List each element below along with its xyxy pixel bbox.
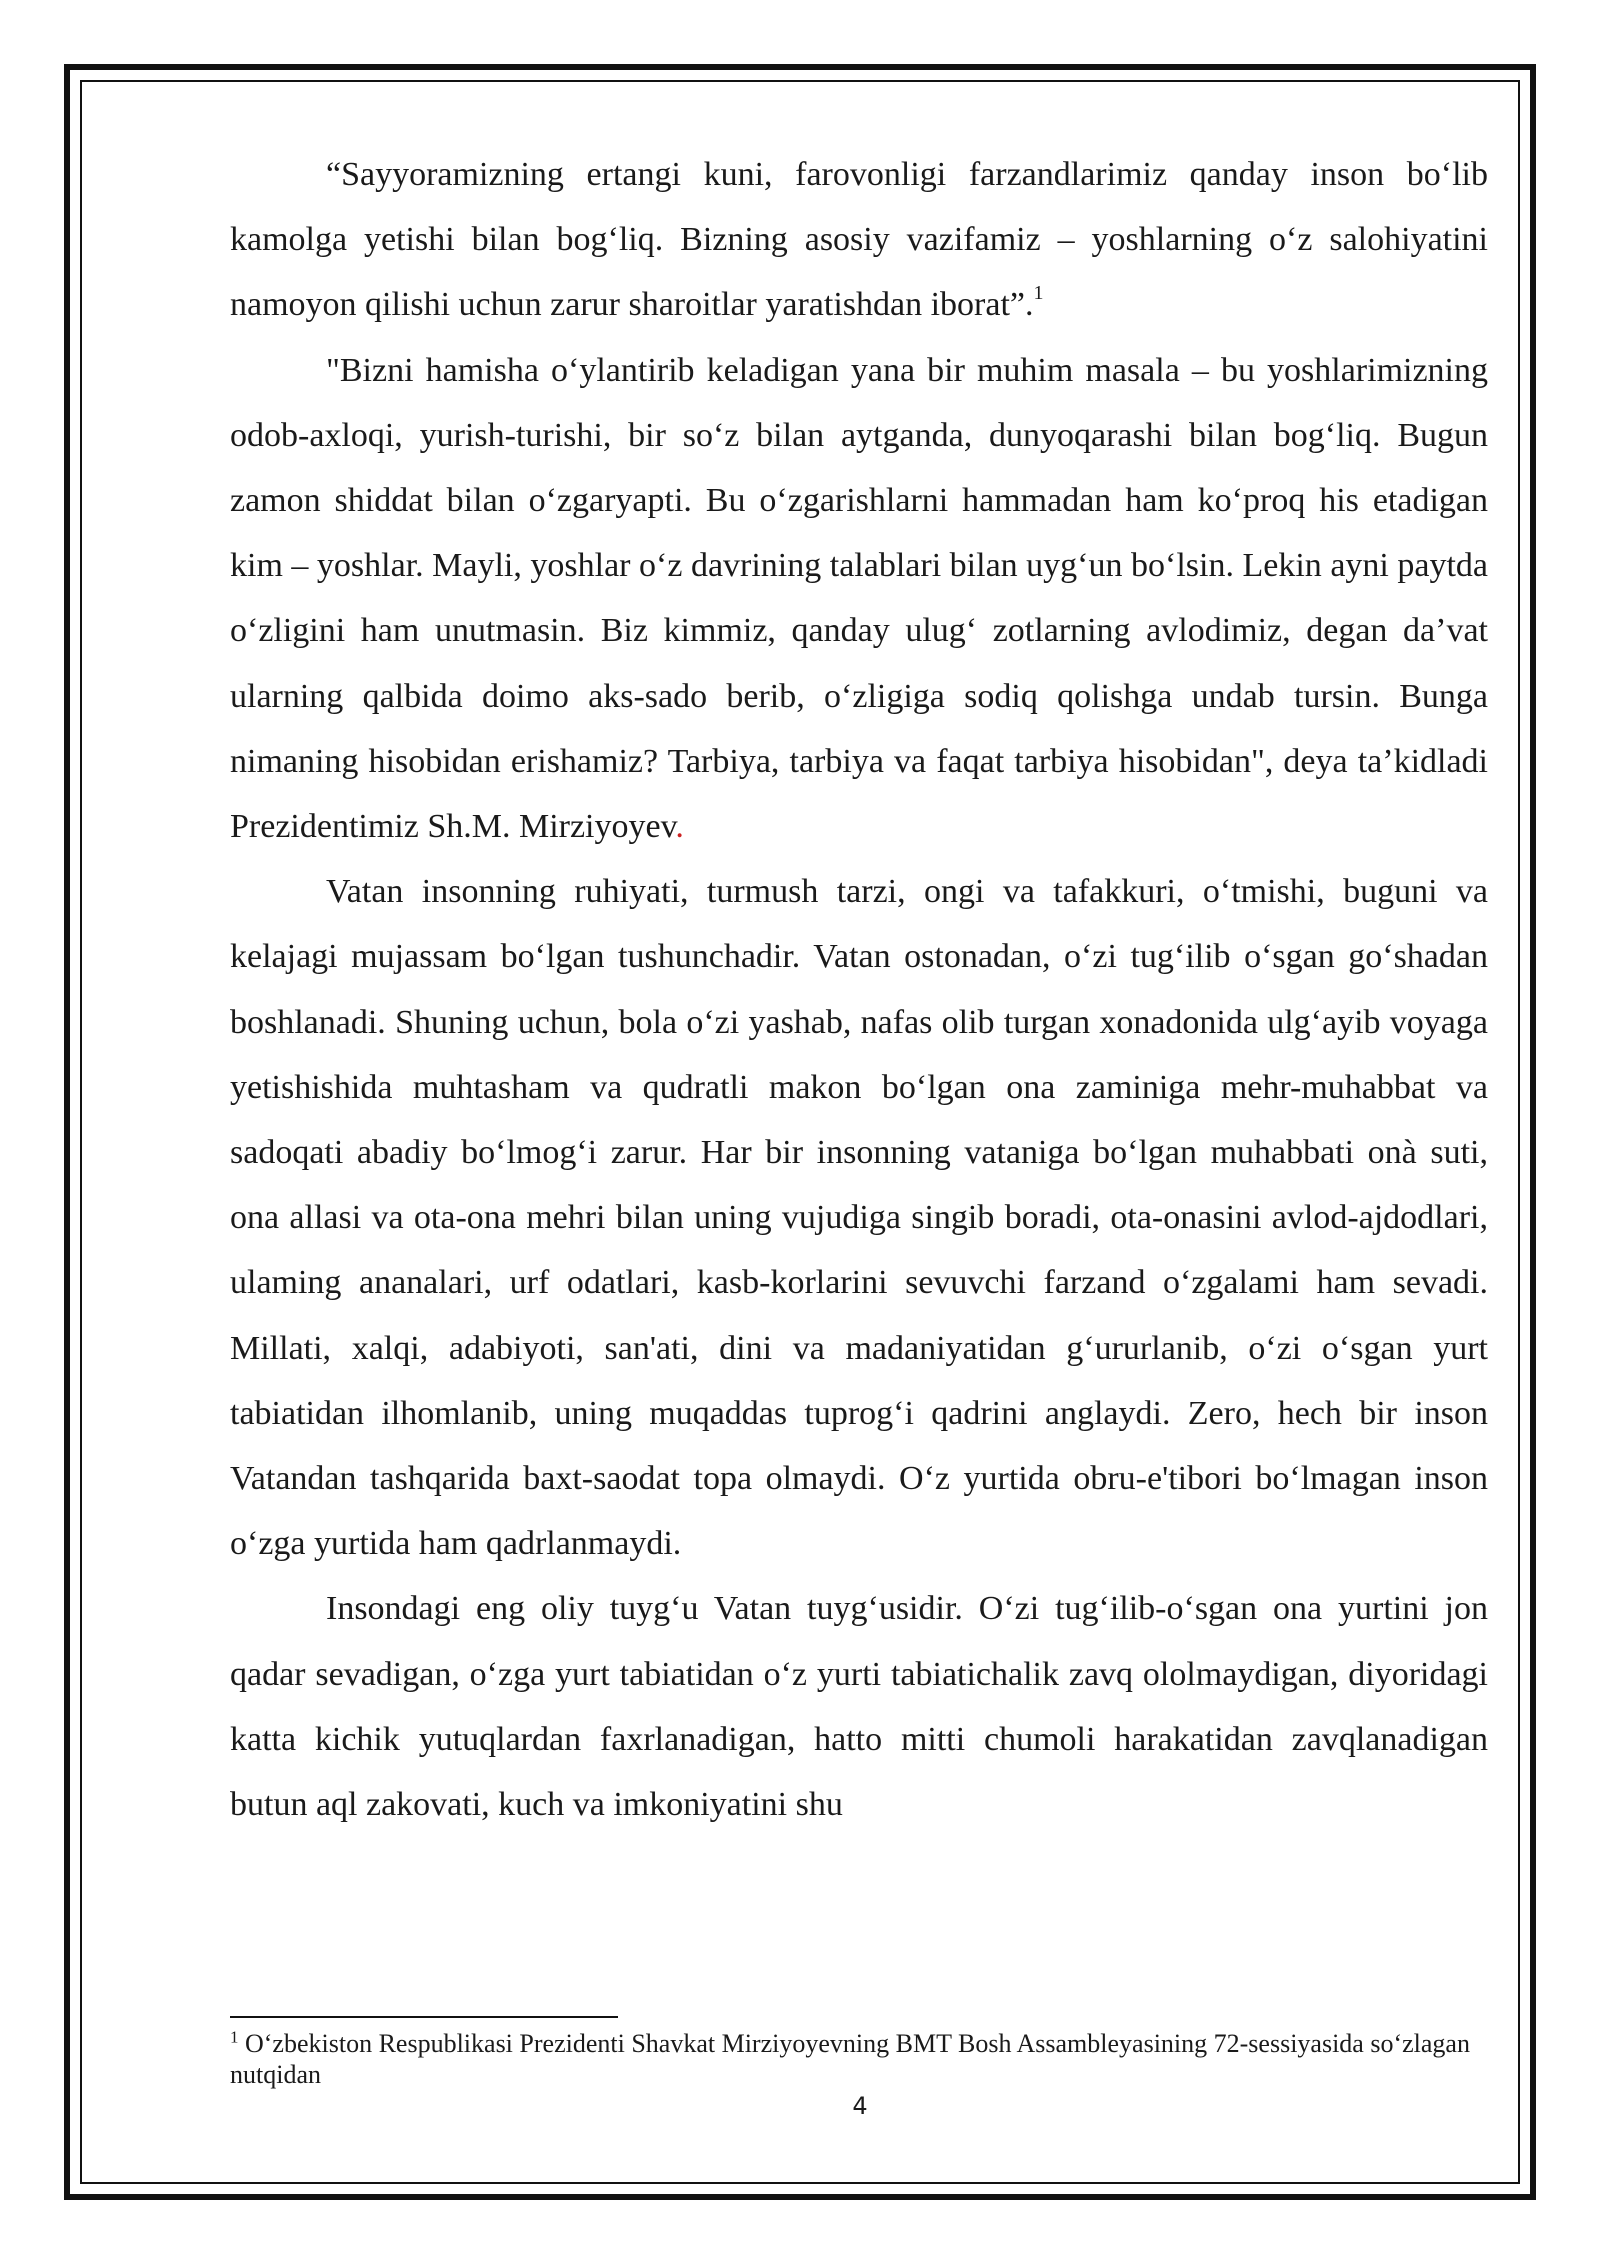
paragraph-2-end-mark: . xyxy=(675,808,684,846)
footnote-separator xyxy=(230,2016,618,2018)
paragraph-4: Insondagi eng oliy tuyg‘u Vatan tuyg‘usidir. O‘zi tug‘ilib-o‘sgan ona yurtini jon qadar sevadigan, o‘zga yurt tabiatidan o‘z yurti tabiatichalik zavq ololmaydigan, diyoridagi katta kichik yutuqlardan faxrlanadigan, hatto mitti chumoli harakatidan zavqlanadigan butun aql zakovati, kuch va imkoniyatini shu xyxy=(230,1590,1488,1824)
paragraph-2 xyxy=(230,338,1488,860)
page-number: 4 xyxy=(852,2092,868,2120)
paragraph-2-text: "Bizni hamisha o‘ylantirib keladigan yana bir muhim masala – bu yoshlarimizning odob-axloqi, yurish-turishi, bir so‘z bilan aytganda, dunyoqarashi bilan bog‘liq. Bugun zamon shiddat bilan o‘zgaryapti. Bu o‘zgarishlarni hammadan ham ko‘proq his etadigan kim – yoshlar. Mayli, yoshlar o‘z davrining talablari bilan uyg‘un bo‘lsin. Lekin ayni paytda o‘zligini ham unutmasin. Biz kimmiz, qanday ulug‘ zotlarning avlodimiz, degan da’vat ularning qalbida doimo aks-sado berib, o‘zligiga sodiq qolishga undab tursin. Bunga nimaning hisobidan erishamiz? Tarbiya, tarbiya va faqat tarbiya hisobidan", deya ta’kidladi Prezidentimiz Sh.M. Mirziyoyev xyxy=(230,351,1488,846)
footnote xyxy=(230,2028,1488,2090)
footnote-reference[interactable]: 1 xyxy=(1033,282,1044,305)
paragraph-1-text: “Sayyoramizning ertangi kuni, farovonligi farzandlarimiz qanday inson bo‘lib kamolga yetishi bilan bog‘liq. Bizning asosiy vazifamiz – yoshlarning o‘z salohiyatini namoyon qilishi uchun zarur sharoitlar yaratishdan iborat”. xyxy=(230,156,1488,324)
footnote-marker: 1 xyxy=(230,2027,239,2047)
footnote-text: O‘zbekiston Respublikasi Prezidenti Shavkat Mirziyoyevning BMT Bosh Assambleyasining 72-sessiyasida so‘zlagan nutqidan xyxy=(230,2029,1470,2089)
document-body xyxy=(230,142,1488,1837)
paragraph-3: Vatan insonning ruhiyati, turmush tarzi, ongi va tafakkuri, o‘tmishi, buguni va kelajagi mujassam bo‘lgan tushunchadir. Vatan ostonadan, o‘zi tug‘ilib o‘sgan go‘shadan boshlanadi. Shuning uchun, bola o‘zi yashab, nafas olib turgan xonadonida ulg‘ayib voyaga yetishishida muhtasham va qudratli makon bo‘lgan ona zaminiga mehr-muhabbat va sadoqati abadiy bo‘lmog‘i zarur. Har bir insonning vataniga bo‘lgan muhabbati onà suti, ona allasi va ota-ona mehri bilan uning vujudiga singib boradi, ota-onasini avlod-ajdodlari, ulaming ananalari, urf odatlari, kasb-korlarini sevuvchi farzand o‘zgalami ham sevadi. Millati, xalqi, adabiyoti, san'ati, dini va madaniyatidan g‘ururlanib, o‘zi o‘sgan yurt tabiatidan ilhomlanib, uning muqaddas tuprog‘i qadrini anglaydi. Zero, hech bir inson Vatandan tashqarida baxt-saodat topa olmaydi. O‘z yurtida obru-e'tibori bo‘lmagan inson o‘zga yurtida ham qadrlanmaydi. xyxy=(230,873,1488,1563)
paragraph-1 xyxy=(230,142,1488,338)
